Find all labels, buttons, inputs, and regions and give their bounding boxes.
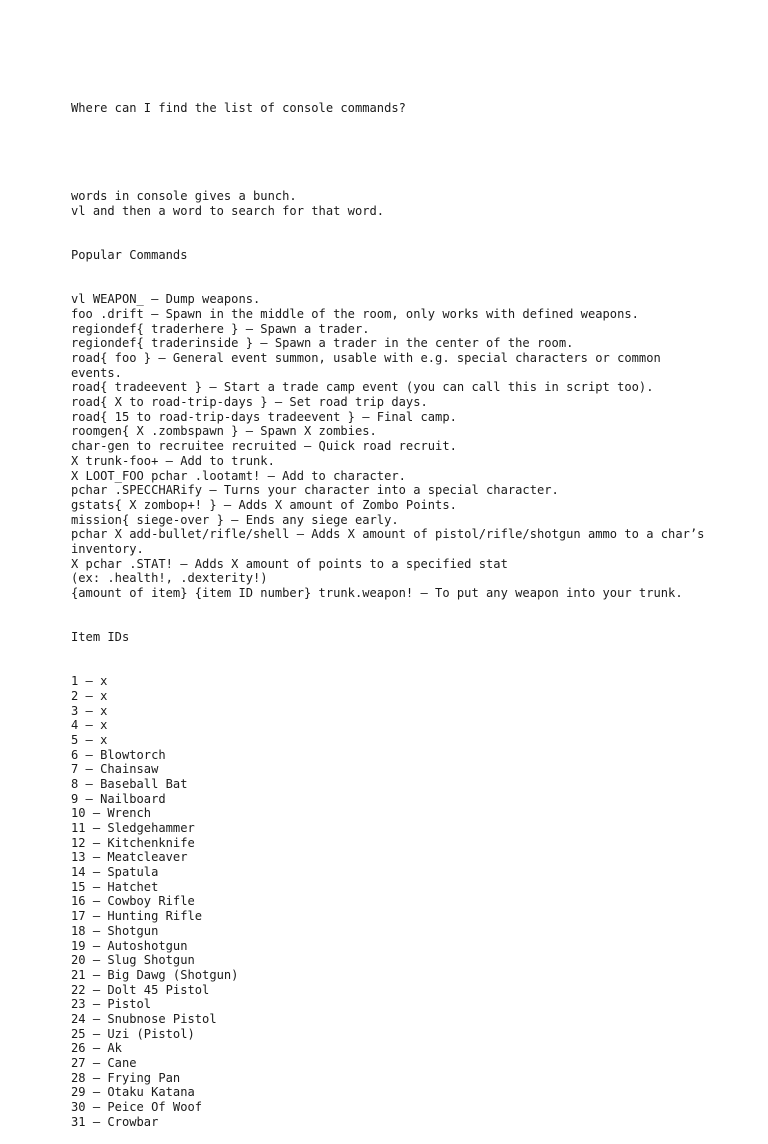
item-id-line: 13 – Meatcleaver [71, 850, 188, 865]
question-heading: Where can I find the list of console commands? [71, 101, 406, 116]
command-line: regiondef{ traderinside } – Spawn a trader in the center of the room. [71, 336, 574, 351]
intro-line: vl and then a word to search for that word. [71, 204, 385, 219]
item-id-line: 23 – Pistol [71, 997, 152, 1012]
item-id-line: 29 – Otaku Katana [71, 1085, 195, 1100]
items-list [71, 674, 711, 1129]
item-id-line: 31 – Crowbar [71, 1114, 159, 1129]
command-line: gstats{ X zombop+! } – Adds X amount of Zombo Points. [71, 497, 457, 512]
command-line: road{ X to road-trip-days } – Set road trip days. [71, 395, 428, 410]
command-line: foo .drift – Spawn in the middle of the room, only works with defined weapons. [71, 306, 639, 321]
item-id-line: 2 – x [71, 688, 108, 703]
command-line: (ex: .health!, .dexterity!) [71, 571, 268, 586]
command-line: road{ 15 to road-trip-days tradeevent } – Final camp. [71, 409, 457, 424]
item-id-line: 27 – Cane [71, 1056, 137, 1071]
command-line: road{ tradeevent } – Start a trade camp event (you can call this in script too). [71, 380, 654, 395]
item-id-line: 30 – Peice Of Woof [71, 1100, 203, 1115]
command-line: road{ foo } – General event summon, usable with e.g. special characters or common events. [71, 351, 669, 380]
command-line: X LOOT_FOO pchar .lootamt! – Add to character. [71, 468, 406, 483]
item-id-line: 1 – x [71, 674, 108, 689]
items-heading: Item IDs [71, 630, 130, 645]
blank-line [71, 145, 711, 160]
item-id-line: 8 – Baseball Bat [71, 776, 188, 791]
item-id-line: 9 – Nailboard [71, 791, 166, 806]
item-id-line: 12 – Kitchenknife [71, 835, 195, 850]
item-id-line: 5 – x [71, 732, 108, 747]
item-id-line: 19 – Autoshotgun [71, 938, 188, 953]
commands-list [71, 292, 711, 600]
item-id-line: 6 – Blowtorch [71, 747, 166, 762]
item-id-line: 20 – Slug Shotgun [71, 953, 195, 968]
item-id-line: 25 – Uzi (Pistol) [71, 1026, 195, 1041]
item-id-line: 10 – Wrench [71, 806, 152, 821]
command-line: roomgen{ X .zombspawn } – Spawn X zombies. [71, 424, 377, 439]
command-line: vl WEAPON_ – Dump weapons. [71, 292, 261, 307]
intro-line: words in console gives a bunch. [71, 189, 297, 204]
item-id-line: 14 – Spatula [71, 865, 159, 880]
item-id-line: 21 – Big Dawg (Shotgun) [71, 967, 239, 982]
intro-section [71, 189, 711, 218]
item-id-line: 18 – Shotgun [71, 923, 159, 938]
item-id-line: 4 – x [71, 718, 108, 733]
command-line: {amount of item} {item ID number} trunk.weapon! – To put any weapon into your trunk. [71, 586, 683, 601]
commands-heading: Popular Commands [71, 248, 188, 263]
command-line: X trunk-foo+ – Add to trunk. [71, 453, 275, 468]
command-line: X pchar .STAT! – Adds X amount of points to a specified stat [71, 556, 508, 571]
item-id-line: 22 – Dolt 45 Pistol [71, 982, 210, 997]
item-id-line: 28 – Frying Pan [71, 1070, 181, 1085]
item-id-line: 24 – Snubnose Pistol [71, 1011, 217, 1026]
command-line: mission{ siege-over } – Ends any siege early. [71, 512, 399, 527]
command-line: char-gen to recruitee recruited – Quick road recruit. [71, 439, 457, 454]
item-id-line: 17 – Hunting Rifle [71, 909, 203, 924]
item-id-line: 3 – x [71, 703, 108, 718]
item-id-line: 26 – Ak [71, 1041, 122, 1056]
item-id-line: 15 – Hatchet [71, 879, 159, 894]
item-id-line: 7 – Chainsaw [71, 762, 159, 777]
item-id-line: 16 – Cowboy Rifle [71, 894, 195, 909]
item-id-line: 11 – Sledgehammer [71, 821, 195, 836]
document-body [71, 72, 711, 1144]
command-line: pchar .SPECCHARify – Turns your character into a special character. [71, 483, 559, 498]
command-line: regiondef{ traderhere } – Spawn a trader. [71, 321, 370, 336]
command-line: pchar X add-bullet/rifle/shell – Adds X amount of pistol/rifle/shotgun ammo to a char’s inventory. [71, 527, 712, 556]
